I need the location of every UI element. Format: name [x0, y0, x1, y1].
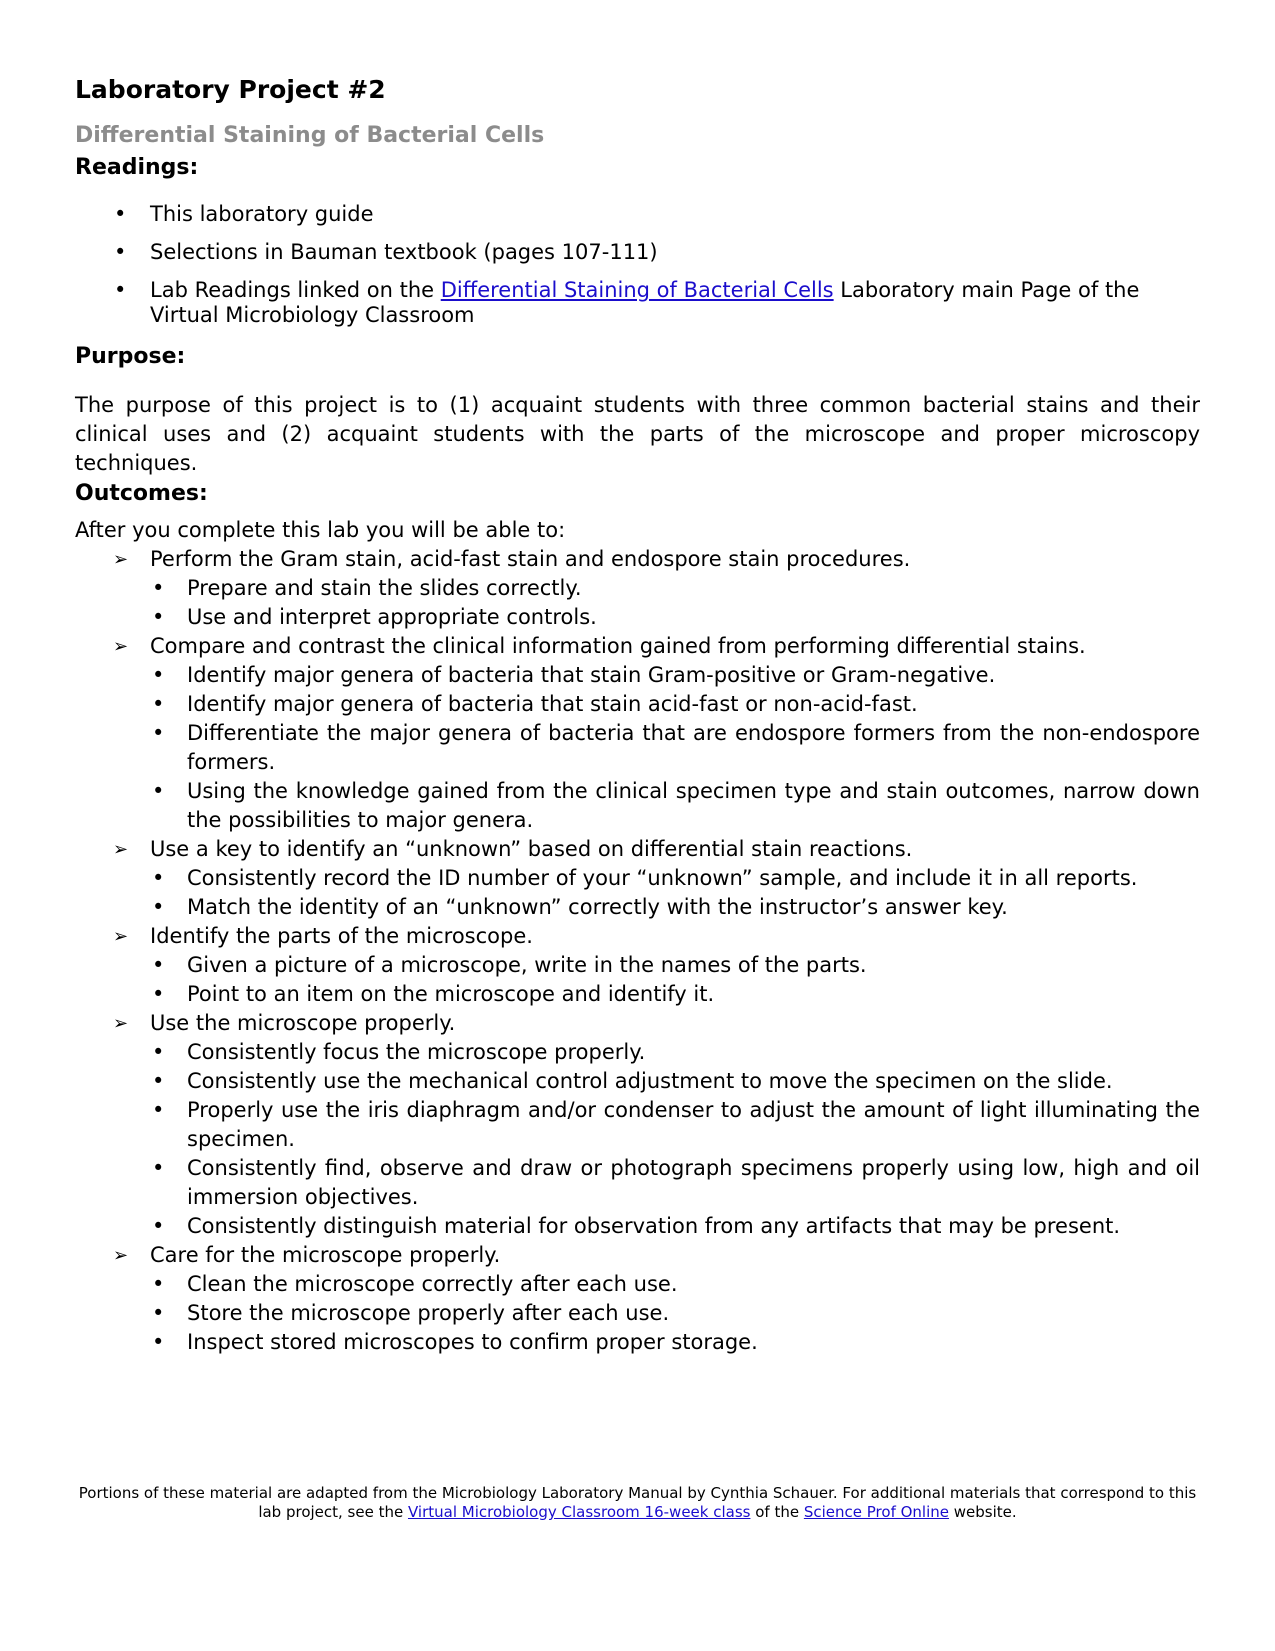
outcome-item-text: Identify major genera of bacteria that stain acid-fast or non-acid-fast. [187, 692, 918, 716]
document-body [75, 72, 1200, 1357]
bullet-icon: • [152, 895, 165, 919]
outcome-item [150, 893, 1200, 922]
outcome-item-text: Consistently distinguish material for observation from any artifacts that may be present. [187, 1214, 1121, 1238]
outcome-sublist [150, 661, 1200, 835]
science-prof-online-link[interactable]: Science Prof Online [803, 1503, 950, 1521]
outcome-group [75, 835, 1200, 922]
outcome-group-text: Use a key to identify an “unknown” based on differential stain reactions. [150, 837, 913, 861]
outcome-sublist [150, 1270, 1200, 1357]
outcome-item [150, 864, 1200, 893]
arrow-bullet-icon: ➢ [113, 926, 129, 947]
readings-item-text: Selections in Bauman textbook (pages 107-111) [150, 240, 658, 264]
outcome-item [150, 603, 1200, 632]
readings-list [75, 202, 1200, 328]
outcome-sublist [150, 864, 1200, 922]
footer-text: of the [750, 1503, 804, 1521]
arrow-bullet-icon: ➢ [113, 1013, 129, 1034]
outcome-item-text: Consistently find, observe and draw or photograph specimens properly using low, high and oil immersion objectives. [187, 1156, 1200, 1209]
virtual-classroom-link[interactable]: Virtual Microbiology Classroom 16-week class [407, 1503, 751, 1521]
outcome-item [150, 1096, 1200, 1154]
outcome-item [150, 1299, 1200, 1328]
bullet-icon: • [114, 240, 127, 264]
page-title: Laboratory Project #2 [75, 75, 386, 104]
outcome-item-text: Properly use the iris diaphragm and/or condenser to adjust the amount of light illuminating the specimen. [187, 1098, 1200, 1151]
outcomes-list [75, 545, 1200, 1357]
outcome-group-text: Use the microscope properly. [150, 1011, 456, 1035]
outcome-group [75, 545, 1200, 632]
bullet-icon: • [152, 663, 165, 687]
readings-item-text: Lab Readings linked on the [150, 278, 441, 302]
bullet-icon: • [152, 953, 165, 977]
page-subtitle: Differential Staining of Bacterial Cells [75, 123, 545, 148]
bullet-icon: • [114, 278, 127, 302]
readings-item-text: Laboratory main Page of the Virtual Microbiology Classroom [150, 278, 1140, 327]
outcome-item-text: Using the knowledge gained from the clinical specimen type and stain outcomes, narrow down the possibilities to major genera. [187, 779, 1200, 832]
outcome-item [150, 1154, 1200, 1212]
bullet-icon: • [152, 1301, 165, 1325]
arrow-bullet-icon: ➢ [113, 1245, 129, 1266]
bullet-icon: • [152, 779, 165, 803]
outcome-item [150, 719, 1200, 777]
bullet-icon: • [152, 1069, 165, 1093]
outcome-sublist [150, 951, 1200, 1009]
outcome-item [150, 951, 1200, 980]
bullet-icon: • [152, 721, 165, 745]
outcome-item-text: Point to an item on the microscope and identify it. [187, 982, 715, 1006]
readings-item [75, 278, 1200, 328]
purpose-text: The purpose of this project is to (1) acquaint students with three common bacterial stains and their clinical uses and (2) acquaint students with the parts of the microscope and proper microscopy techniques. [75, 393, 1200, 475]
outcome-item [150, 1038, 1200, 1067]
outcome-item-text: Store the microscope properly after each use. [187, 1301, 670, 1325]
outcome-item [150, 1270, 1200, 1299]
outcome-group [75, 1241, 1200, 1357]
outcome-sublist [150, 1038, 1200, 1241]
bullet-icon: • [152, 1040, 165, 1064]
purpose-heading: Purpose: [75, 344, 186, 369]
outcome-item-text: Consistently use the mechanical control adjustment to move the specimen on the slide. [187, 1069, 1113, 1093]
bullet-icon: • [152, 1330, 165, 1354]
outcome-item-text: Inspect stored microscopes to confirm proper storage. [187, 1330, 758, 1354]
outcome-item [150, 777, 1200, 835]
outcome-item [150, 980, 1200, 1009]
outcome-item [150, 661, 1200, 690]
bullet-icon: • [152, 576, 165, 600]
outcome-item-text: Clean the microscope correctly after each use. [187, 1272, 678, 1296]
outcome-item-text: Given a picture of a microscope, write in the names of the parts. [187, 953, 867, 977]
outcome-group-text: Identify the parts of the microscope. [150, 924, 533, 948]
outcome-item [150, 690, 1200, 719]
footer-note [75, 1484, 1200, 1522]
outcome-item-text: Identify major genera of bacteria that stain Gram-positive or Gram-negative. [187, 663, 996, 687]
bullet-icon: • [152, 1214, 165, 1238]
readings-item-text: This laboratory guide [150, 202, 374, 226]
arrow-bullet-icon: ➢ [113, 839, 129, 860]
outcome-group [75, 632, 1200, 835]
outcome-group-text: Perform the Gram stain, acid-fast stain and endospore stain procedures. [150, 547, 911, 571]
readings-item [75, 240, 1200, 265]
outcome-sublist [150, 574, 1200, 632]
footer-text: website. [949, 1503, 1017, 1521]
outcome-item-text: Differentiate the major genera of bacteria that are endospore formers from the non-endospore formers. [187, 721, 1200, 774]
bullet-icon: • [114, 202, 127, 226]
outcome-group [75, 1009, 1200, 1241]
outcomes-heading: Outcomes: [75, 481, 208, 506]
bullet-icon: • [152, 982, 165, 1006]
outcome-group [75, 922, 1200, 1009]
outcome-item-text: Consistently record the ID number of your “unknown” sample, and include it in all reports. [187, 866, 1138, 890]
bullet-icon: • [152, 1272, 165, 1296]
bullet-icon: • [152, 866, 165, 890]
bullet-icon: • [152, 1156, 165, 1180]
outcome-item [150, 574, 1200, 603]
readings-item [75, 202, 1200, 227]
outcome-item-text: Use and interpret appropriate controls. [187, 605, 597, 629]
outcome-item-text: Prepare and stain the slides correctly. [187, 576, 582, 600]
outcome-item-text: Match the identity of an “unknown” correctly with the instructor’s answer key. [187, 895, 1008, 919]
outcome-item-text: Consistently focus the microscope properly. [187, 1040, 646, 1064]
arrow-bullet-icon: ➢ [113, 636, 129, 657]
footer-text: Portions of these material are adapted from the Microbiology Laboratory Manual by Cynthia Schauer. For additional materials that correspond to this lab project, see the [78, 1484, 1197, 1521]
bullet-icon: • [152, 692, 165, 716]
outcome-item [150, 1328, 1200, 1357]
outcome-group-text: Care for the microscope properly. [150, 1243, 501, 1267]
bullet-icon: • [152, 1098, 165, 1122]
outcome-item [150, 1067, 1200, 1096]
bullet-icon: • [152, 605, 165, 629]
differential-staining-link[interactable]: Differential Staining of Bacterial Cells [440, 278, 834, 302]
readings-heading: Readings: [75, 155, 199, 180]
outcome-item [150, 1212, 1200, 1241]
outcomes-intro: After you complete this lab you will be able to: [75, 518, 566, 542]
outcome-group-text: Compare and contrast the clinical information gained from performing differential stains. [150, 634, 1086, 658]
arrow-bullet-icon: ➢ [113, 549, 129, 570]
